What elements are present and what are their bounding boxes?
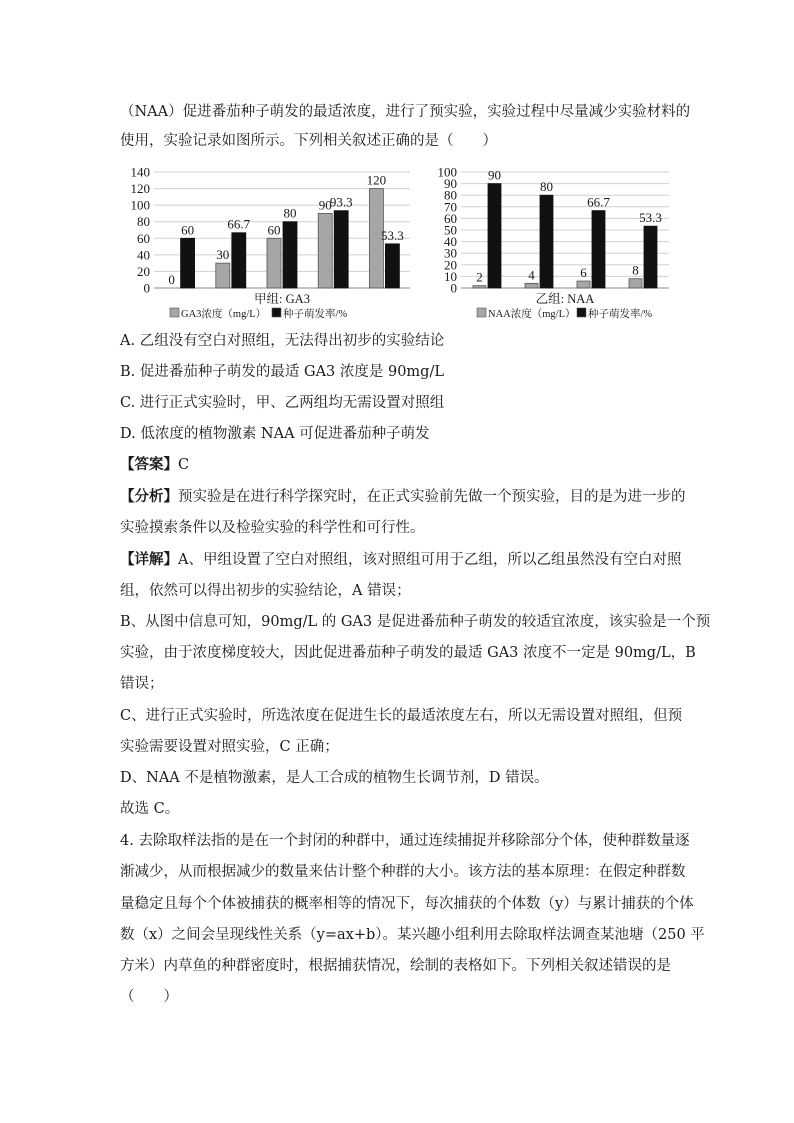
option-c: C. 进行正式实验时，甲、乙两组均无需设置对照组: [120, 395, 445, 411]
chart-naa-label-concentration: 6: [580, 265, 587, 281]
detail-line-3: B、从图中信息可知，90mg/L 的 GA3 是促进番茄种子萌发的较适宜浓度，该实验是一个预: [120, 614, 711, 630]
chart-ga3-bar-germination: [385, 244, 399, 288]
chart-ga3-svg: [118, 160, 418, 322]
chart-naa-label-germination: 90: [488, 167, 501, 183]
chart-ga3-label-concentration: 30: [216, 247, 230, 263]
chart-naa-legend-swatch: [477, 308, 486, 317]
chart-naa-legend-swatch: [577, 308, 586, 317]
chart-ga3-legend-swatch: [170, 308, 179, 317]
chart-ga3-bar-germination: [181, 238, 195, 288]
chart-naa-bar-concentration: [525, 283, 538, 288]
chart-naa-ytick-label: 80: [444, 187, 457, 203]
analysis-line-2: 实验摸索条件以及检验实验的科学性和可行性。: [120, 520, 425, 536]
chart-naa-bar-concentration: [629, 279, 642, 288]
chart-ga3-bar-concentration: [216, 263, 230, 288]
chart-naa-ytick-label: 50: [444, 222, 457, 238]
chart-naa-ytick-label: 0: [450, 280, 457, 296]
chart-naa-bar-germination: [592, 211, 605, 288]
chart-ga3-legend-label: GA3浓度（mg/L）: [181, 309, 267, 320]
chart-naa-ytick-label: 10: [444, 268, 457, 284]
chart-ga3-ytick-label: 140: [130, 164, 150, 180]
chart-ga3-bar-concentration: [267, 238, 281, 288]
chart-naa-legend-label: 种子萌发率/%: [588, 309, 653, 320]
chart-naa-ytick-label: 60: [444, 210, 457, 226]
chart-ga3-ytick-label: 0: [143, 280, 150, 296]
chart-naa-ytick-label: 70: [444, 199, 457, 215]
chart-ga3-label-germination: 93.3: [329, 194, 353, 210]
chart-naa-title: 乙组: NAA: [535, 292, 595, 306]
chart-naa-bar-germination: [488, 184, 501, 288]
chart-naa-svg: [425, 160, 675, 322]
answer-row: [120, 455, 189, 475]
chart-ga3-ytick-label: 100: [130, 197, 150, 213]
chart-ga3-ytick-label: 60: [137, 230, 150, 246]
chart-ga3-label-germination: 66.7: [227, 216, 251, 232]
chart-ga3-ytick-label: 40: [137, 247, 150, 263]
chart-naa-label-concentration: 4: [528, 267, 535, 283]
chart-ga3-ytick-label: 80: [137, 214, 150, 230]
detail-line-2: 组，依然可以得出初步的实验结论，A 错误；: [120, 583, 411, 599]
chart-ga3-legend-label: 种子萌发率/%: [283, 309, 348, 320]
analysis-label: 【分析】: [120, 488, 178, 505]
chart-ga3: [118, 160, 418, 322]
chart-naa-ytick-label: 100: [437, 164, 457, 180]
q3-stem-line-2: 使用，实验记录如图所示。下列相关叙述正确的是（ ）: [120, 133, 497, 149]
chart-naa-label-concentration: 2: [476, 269, 483, 285]
chart-ga3-ytick-label: 120: [130, 181, 150, 197]
chart-ga3-label-germination: 60: [181, 222, 195, 238]
chart-ga3-label-germination: 53.3: [381, 227, 404, 243]
chart-naa-ytick-label: 90: [444, 176, 457, 192]
detail-line-4: 实验，由于浓度梯度较大，因此促进番茄种子萌发的最适 GA3 浓度不一定是 90mg/L，B: [120, 645, 696, 661]
chart-naa-ytick-label: 40: [444, 234, 457, 250]
detail-label: 【详解】: [120, 551, 178, 568]
chart-naa-bar-concentration: [577, 281, 590, 288]
chart-ga3-label-concentration: 60: [267, 222, 281, 238]
chart-ga3-label-germination: 80: [283, 205, 297, 221]
chart-naa-label-germination: 66.7: [587, 194, 610, 210]
q4-line-3: 量稳定且每个个体被捕获的概率相等的情况下，每次捕获的个体数（y）与累计捕获的个体: [120, 896, 694, 912]
chart-ga3-label-concentration: 120: [366, 172, 387, 188]
q4-line-5: 方米）内草鱼的种群密度时，根据捕获情况，绘制的表格如下。下列相关叙述错误的是: [120, 958, 671, 974]
analysis-text-1: 预实验是在进行科学探究时，在正式实验前先做一个预实验，目的是为进一步的: [178, 489, 686, 505]
q4-line-6: （ ）: [120, 989, 178, 1005]
detail-text-1: A、甲组设置了空白对照组，该对照组可用于乙组，所以乙组虽然没有空白对照: [178, 552, 682, 568]
chart-ga3-bar-germination: [232, 233, 246, 288]
chart-ga3-legend-swatch: [272, 308, 281, 317]
chart-naa-legend-label: NAA浓度（mg/L）: [488, 309, 576, 320]
chart-naa-bar-germination: [540, 195, 553, 288]
detail-line-1: [120, 550, 681, 570]
q3-stem-line-1: （NAA）促进番茄种子萌发的最适浓度，进行了预实验，实验过程中尽量减少实验材料的: [120, 104, 691, 120]
option-a: A. 乙组没有空白对照组，无法得出初步的实验结论: [120, 333, 445, 349]
chart-ga3-bar-germination: [283, 222, 297, 288]
detail-line-9: 故选 C。: [120, 801, 180, 817]
q4-line-4: 数（x）之间会呈现线性关系（y=ax+b）。某兴趣小组利用去除取样法调查某池塘（250 平: [120, 927, 705, 943]
detail-line-8: D、NAA 不是植物激素，是人工合成的植物生长调节剂，D 错误。: [120, 770, 549, 786]
q4-line-1: 4. 去除取样法指的是在一个封闭的种群中，通过连续捕捉并移除部分个体，使种群数量逐: [120, 833, 690, 849]
detail-line-7: 实验需要设置对照实验，C 正确；: [120, 739, 339, 755]
analysis-line-1: [120, 487, 686, 507]
chart-naa-label-concentration: 8: [632, 262, 639, 278]
chart-ga3-title: 甲组: GA3: [254, 292, 310, 306]
option-d: D. 低浓度的植物激素 NAA 可促进番茄种子萌发: [120, 426, 430, 442]
option-b: B. 促进番茄种子萌发的最适 GA3 浓度是 90mg/L: [120, 364, 444, 380]
chart-naa-label-germination: 80: [540, 179, 553, 195]
chart-naa-ytick-label: 20: [444, 257, 457, 273]
chart-naa-bar-germination: [644, 226, 657, 288]
detail-line-6: C、进行正式实验时，所选浓度在促进生长的最适浓度左右，所以无需设置对照组，但预: [120, 708, 683, 724]
chart-naa-bar-concentration: [473, 286, 486, 288]
chart-ga3-ytick-label: 20: [137, 263, 150, 279]
chart-naa-label-germination: 53.3: [639, 210, 662, 226]
chart-ga3-bar-germination: [334, 211, 348, 288]
chart-ga3-label-concentration: 0: [168, 272, 175, 287]
answer-value: C: [178, 457, 190, 473]
detail-line-5: 错误；: [120, 676, 164, 692]
chart-ga3-bar-concentration: [318, 213, 332, 288]
answer-label: 【答案】: [120, 456, 178, 473]
chart-naa-ytick-label: 30: [444, 245, 457, 261]
chart-ga3-label-concentration: 90: [318, 197, 332, 213]
q4-line-2: 渐减少，从而根据减少的数量来估计整个种群的大小。该方法的基本原理：在假定种群数: [120, 864, 686, 880]
chart-naa: [425, 160, 675, 322]
